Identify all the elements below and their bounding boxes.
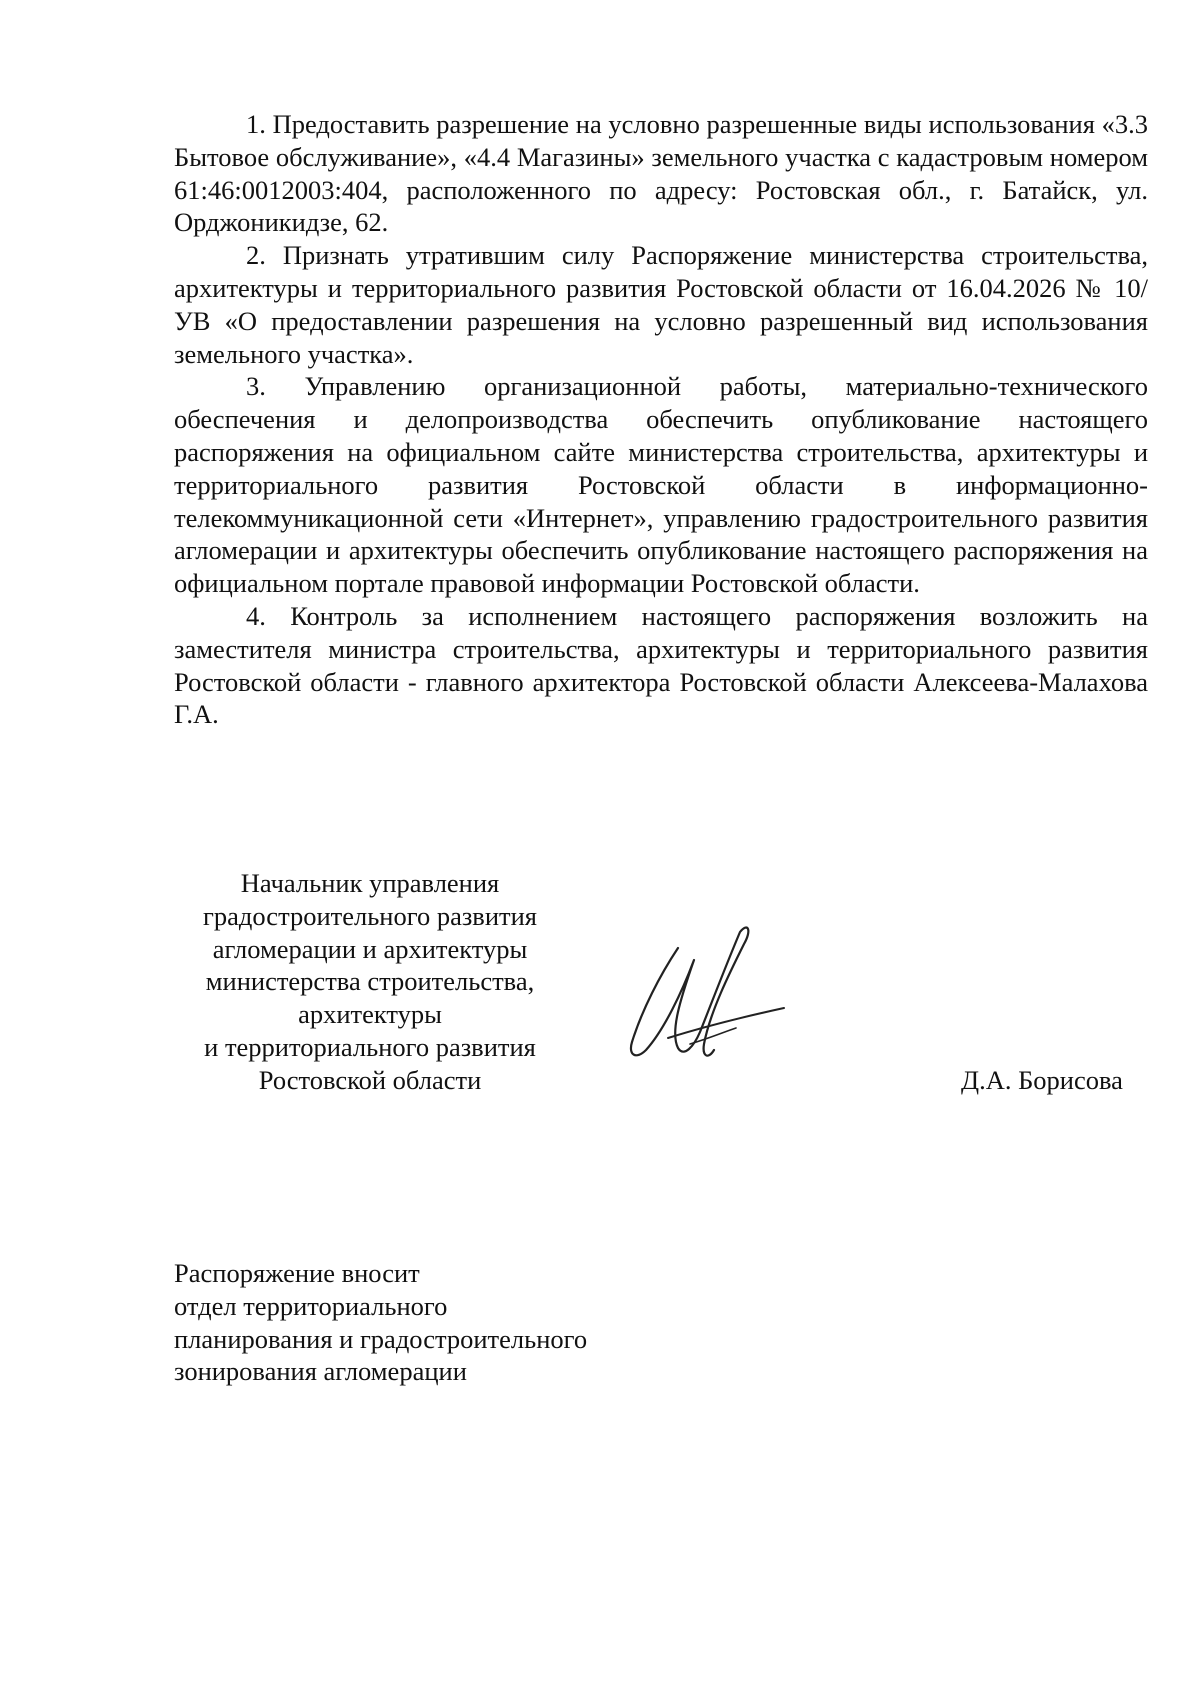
signatory-title-line: и территориального развития <box>204 1031 536 1062</box>
paragraph-4: 4. Контроль за исполнением настоящего распоряжения возложить на заместителя министра строительства, архитектуры и территориального развития Ростовской области - главного архитектора Ростовской области Алексеева-Малахова Г.А. <box>174 600 1148 730</box>
signatory-title-line: архитектуры <box>298 999 442 1030</box>
submitted-by-line: отдел территориального <box>174 1290 448 1321</box>
submitted-by <box>174 1257 587 1388</box>
handwritten-signature <box>620 920 790 1080</box>
signatory-name: Д.А. Борисова <box>961 1065 1123 1095</box>
paragraph-1: 1. Предоставить разрешение на условно разрешенные виды использования «3.3 Бытовое обслуживание», «4.4 Магазины» земельного участка с кадастровым номером 61:46:0012003:404, расположенного по адресу: Ростовская обл., г. Батайск, ул. Орджоникидзе, 62. <box>174 109 1148 238</box>
signatory-title-line: министерства строительства, <box>205 966 535 997</box>
paragraph-3: 3. Управлению организационной работы, материально-технического обеспечения и делопроизводства обеспечить опубликование настоящего распоряжения на официальном сайте министерства строительства, архитектуры и территориального развития Ростовской области в информационно-телекоммуникационной сети «Интернет», управлению градостроительного развития агломерации и архитектуры обеспечить опубликование настоящего распоряжения на официальном портале правовой информации Ростовской области. <box>174 371 1148 599</box>
submitted-by-line: зонирования агломерации <box>174 1356 467 1387</box>
signatory-title-line: Начальник управления <box>240 868 500 898</box>
submitted-by-line: Распоряжение вносит <box>174 1258 420 1288</box>
signatory-title-line: градостроительного развития <box>203 900 537 931</box>
signatory-title-line: агломерации и архитектуры <box>212 933 528 964</box>
signatory-title-line: Ростовской области <box>258 1064 482 1095</box>
signatory-title <box>160 867 580 1097</box>
submitted-by-line: планирования и градостроительного <box>174 1323 588 1354</box>
document-body <box>174 108 1148 731</box>
paragraph-2: 2. Признать утратившим силу Распоряжение министерства строительства, архитектуры и территориального развития Ростовской области от 16.04.2026 № 10/УВ «О предоставлении разрешения на условно разрешенный вид использования земельного участка». <box>174 240 1148 369</box>
